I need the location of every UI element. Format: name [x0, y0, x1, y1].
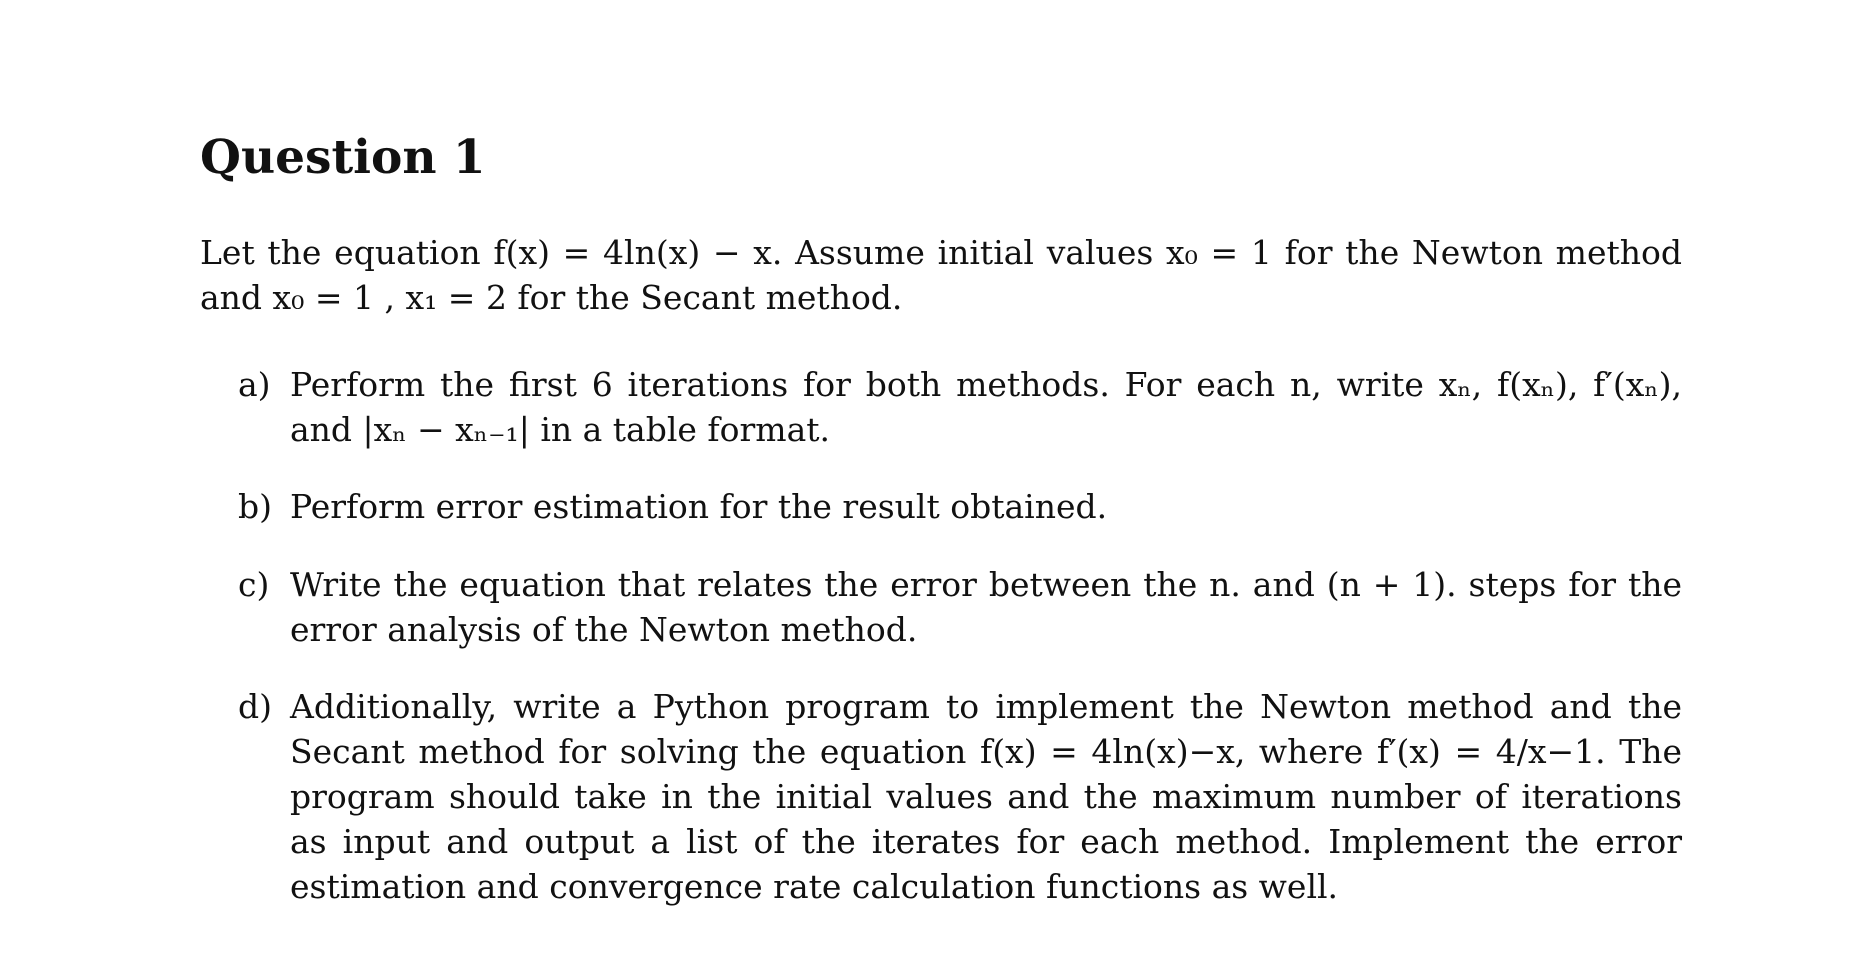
part-c-label: c) [238, 565, 270, 604]
part-b-label: b) [238, 487, 272, 526]
question-intro: Let the equation f(x) = 4ln(x) − x. Assume initial values x₀ = 1 for the Newton method and x₀ = 1 , x₁ = 2 for the Secant method. [200, 233, 1682, 317]
part-d-text: Additionally, write a Python program to implement the Newton method and the Secant method for solving the equation f(x) = 4ln(x)−x, where f′(x) = 4/x−1. The program should take in the initial values and the maximum number of iterations as input and output a list of the iterates for each method. Implement the error estimation and convergence rate calculation functions as well. [290, 687, 1682, 906]
part-b-text: Perform error estimation for the result obtained. [290, 487, 1108, 526]
part-a-label: a) [238, 365, 271, 404]
part-a [238, 362, 1682, 452]
part-b [238, 484, 1682, 529]
part-d-label: d) [238, 687, 272, 726]
part-c [238, 562, 1682, 652]
question-heading: Question 1 [200, 130, 486, 185]
part-d [238, 684, 1682, 909]
part-c-text: Write the equation that relates the error between the n. and (n + 1). steps for the error analysis of the Newton method. [290, 565, 1682, 649]
part-a-text: Perform the first 6 iterations for both methods. For each n, write xₙ, f(xₙ), f′(xₙ), and |xₙ − xₙ₋₁| in a table format. [290, 365, 1682, 449]
